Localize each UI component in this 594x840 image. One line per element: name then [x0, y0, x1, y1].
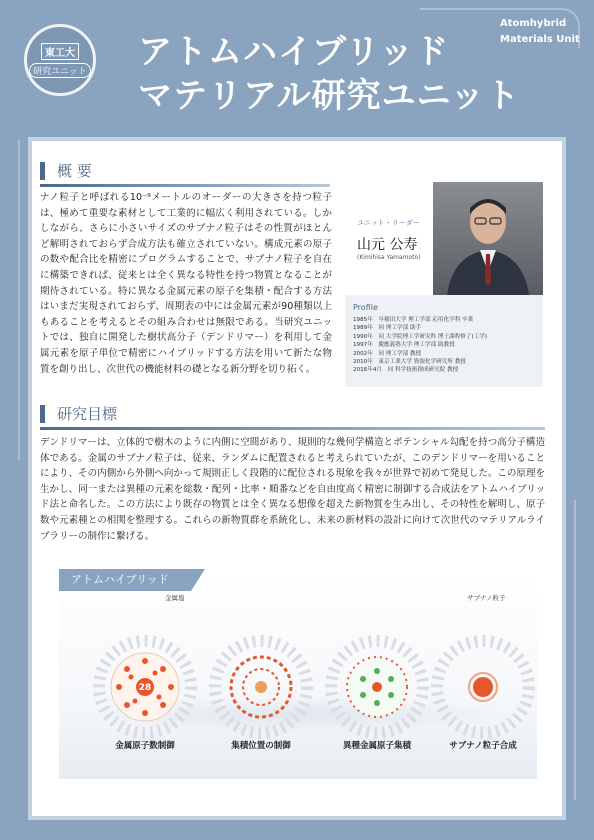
- leader-romaji: (Kimihisa Yamamoto): [357, 254, 421, 261]
- circuit-decoration: [6, 140, 20, 460]
- overview-rule: [40, 184, 330, 187]
- content-card: [28, 137, 566, 820]
- subnano-label: サブナノ粒子: [467, 594, 506, 602]
- dendrimer-3: [331, 641, 423, 733]
- title-line-1: アトムハイブリッド: [138, 32, 450, 72]
- dendrimer-2: [215, 641, 307, 733]
- metal-salt-label: 金属塩: [165, 594, 185, 602]
- goals-heading: 研究目標: [40, 405, 117, 423]
- dendrimer-4: [437, 641, 529, 733]
- portrait-image: [433, 182, 543, 295]
- title-line-2: マテリアル研究ユニット: [138, 76, 521, 116]
- profile-heading: Profile: [353, 303, 378, 312]
- english-unit-name: [500, 16, 580, 48]
- leader-profile: [345, 182, 543, 387]
- english-name-line-2: Materials Unit: [500, 34, 580, 45]
- goals-text: デンドリマーは、立体的で樹木のように内側に空間があり、規則的な幾何学構造とポテンシャル勾配を持つ高分子構造体である。金属のサブナノ粒子は、従来、ランダムに配置されると考えられていたが、このデンドリマーを用いることにより、その内側から外側へ向かって規則正しく段階的に配位される現象を我々が世界で初めて発見した。この原理を生かし、同一または異種の元素を総数・配列・比率・順番などを自由度高く精密に制御する合成法をアトムハイブリッド法と命名した。この方法により既存の物質とは全く異なる想像を超えた新物質を生み出し、その特性を解明し、原子数や元素種との相関を整理する。これらの新物質群を系統化し、未来の新材料の設計に向けて次世代のマテリアルライブラリーの制作に繋げる。: [40, 437, 545, 542]
- university-badge: [24, 24, 96, 96]
- overview-text: ナノ粒子と呼ばれる10⁻⁹メートルのオーダーの大きさを持つ粒子は、極めて重要な素材として工業的に幅広く利用されている。しかしながら、さらに小さいサイズのサブナノ粒子はその性質がほとんど解明されておらず合成方法も確立されていない。構成元素の原子の数や配合比を精密にプログラムすることで、サブナノ粒子を自在に構築できれば、従来とは全く異なる特性を持つ物質となることが期待されている。特に異なる金属元素の原子を集積・配合する方法はいまだ実現されておらず、周期表の中には金属元素が90種類以上もあることを考えるとその組み合わせは無限である。当研究ユニットでは、独自に開発した樹状高分子（デンドリマー）を利用して金属元素を原子単位で精密にハイブリッドする方法を用いて新たな物質を創り出し、次世代の機能材料の礎となる新分野を切り拓く。: [40, 192, 332, 375]
- profile-entry: 1989年 同 理工学部 助手: [353, 325, 422, 332]
- profile-entry: 1985年 早稲田大学 理工学部 応用化学科 卒業: [353, 317, 474, 323]
- profile-entry: 2016年4月 同 科学技術創成研究院 教授: [353, 367, 459, 374]
- leader-role: ユニット・リーダー: [357, 219, 420, 227]
- circuit-decoration: [574, 500, 588, 800]
- english-name-line-1: Atomhybrid: [500, 18, 567, 29]
- badge-university: 東工大: [41, 43, 79, 60]
- leader-photo: [433, 182, 543, 295]
- caption-synthesis: サブナノ粒子合成: [449, 741, 517, 751]
- profile-entry: 1990年 同 大学院理工学研究科 博士課程修了(工学): [353, 333, 488, 340]
- atom-count-label: 28: [138, 683, 152, 693]
- caption-hetero-metal: 異種金属原子集積: [342, 741, 411, 751]
- header: [0, 0, 594, 128]
- dendrimer-illustration: [59, 591, 537, 751]
- page-title: [138, 30, 520, 118]
- badge-unit: 研究ユニット: [29, 63, 91, 78]
- profile-entry: 1997年 慶應義塾大学 理工学部 助教授: [353, 342, 455, 349]
- leader-nameplate: [345, 182, 433, 295]
- atom-hybrid-tab: アトムハイブリッド: [59, 569, 191, 591]
- profile-list: [353, 316, 487, 375]
- goals-rule: [40, 427, 545, 430]
- profile-entry: 2010年 東京工業大学 資源化学研究所 教授: [353, 359, 466, 366]
- caption-atom-count: 金属原子数制御: [115, 741, 175, 751]
- caption-position: 集積位置の制御: [231, 741, 291, 751]
- profile-entry: 2002年 同 理工学部 教授: [353, 350, 422, 357]
- overview-heading: 概 要: [40, 162, 92, 180]
- atom-hybrid-figure: [59, 569, 537, 779]
- leader-name: 山元 公寿: [357, 237, 418, 253]
